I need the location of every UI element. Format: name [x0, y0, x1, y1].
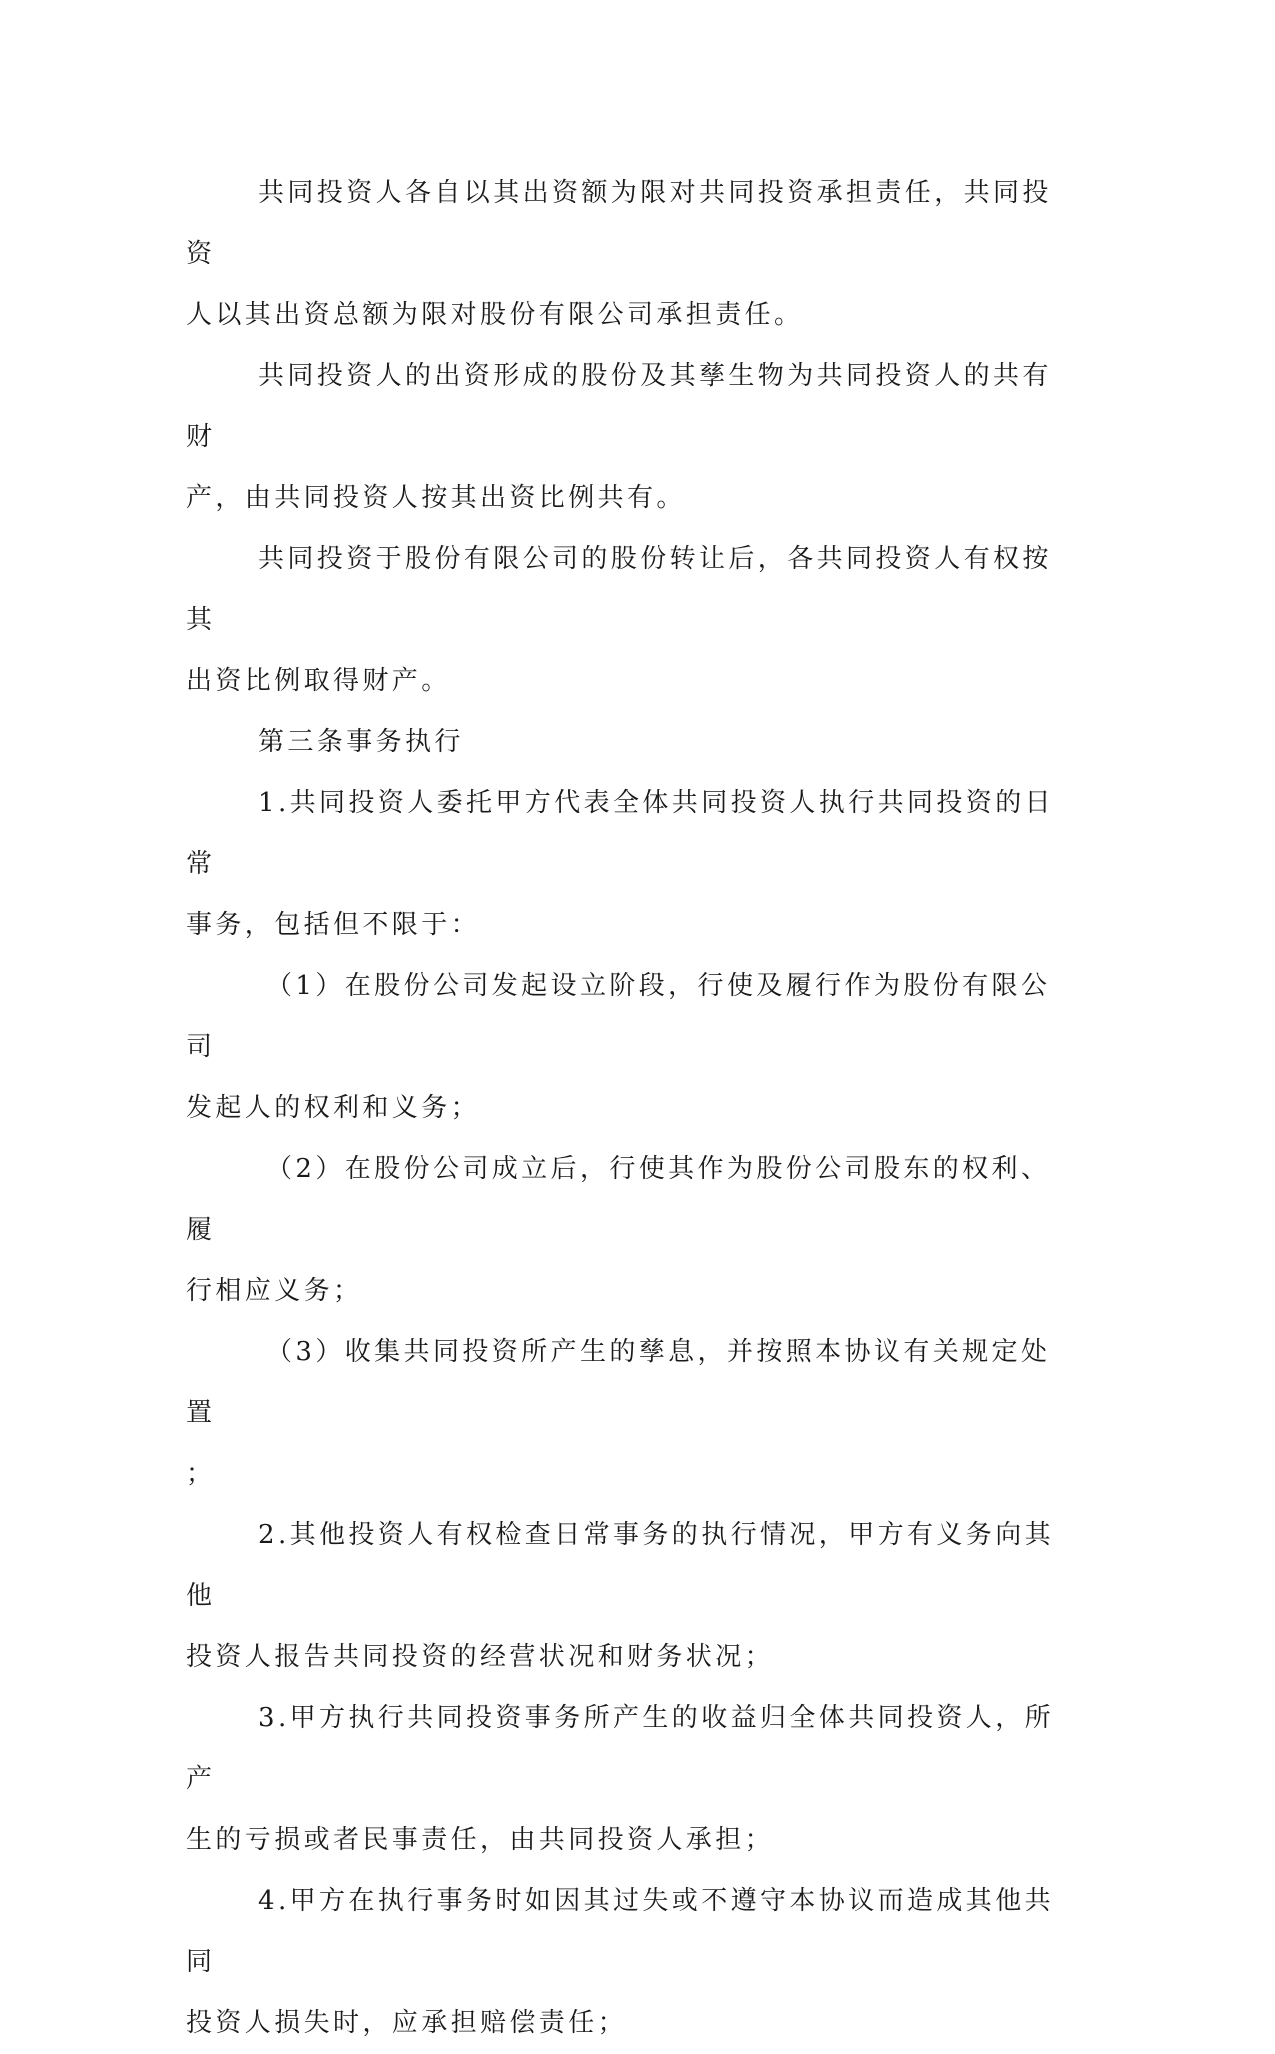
section-heading: 第三条事务执行	[258, 727, 464, 757]
sub-item-3-first-line: （3）收集共同投资所产生的孳息，并按照本协议有关规定处置	[186, 1337, 1051, 1428]
clause-3-first-line: 3.甲方执行共同投资事务所产生的收益归全体共同投资人，所产	[186, 1703, 1055, 1794]
paragraph-3-second-line: 出资比例取得财产。	[186, 666, 451, 696]
paragraph-2-second-line: 产，由共同投资人按其出资比例共有。	[186, 483, 686, 513]
clause-3-second-line: 生的亏损或者民事责任，由共同投资人承担；	[186, 1825, 775, 1855]
clause-1-second-line: 事务，包括但不限于：	[186, 910, 481, 940]
paragraph-1-first-line: 共同投资人各自以其出资额为限对共同投资承担责任，共同投资	[186, 178, 1052, 269]
clause-4-second-line: 投资人损失时，应承担赔偿责任；	[186, 2008, 628, 2038]
sub-item-1-second-line: 发起人的权利和义务；	[186, 1093, 481, 1123]
sub-item-2-first-line: （2）在股份公司成立后，行使其作为股份公司股东的权利、履	[186, 1154, 1051, 1245]
sub-item-2-second-line: 行相应义务；	[186, 1276, 363, 1306]
clause-1-first-line: 1.共同投资人委托甲方代表全体共同投资人执行共同投资的日常	[186, 788, 1055, 879]
paragraph-1-second-line: 人以其出资总额为限对股份有限公司承担责任。	[186, 300, 804, 330]
clause-2-second-line: 投资人报告共同投资的经营状况和财务状况；	[186, 1642, 775, 1672]
paragraph-2-first-line: 共同投资人的出资形成的股份及其孳生物为共同投资人的共有财	[186, 361, 1052, 452]
sub-item-1-first-line: （1）在股份公司发起设立阶段，行使及履行作为股份有限公司	[186, 971, 1051, 1062]
clause-2-first-line: 2.其他投资人有权检查日常事务的执行情况，甲方有义务向其他	[186, 1520, 1055, 1611]
sub-item-3-second-line: ；	[186, 1459, 216, 1489]
clause-4-first-line: 4.甲方在执行事务时如因其过失或不遵守本协议而造成其他共同	[186, 1886, 1055, 1977]
document-body	[186, 163, 1078, 2054]
paragraph-3-first-line: 共同投资于股份有限公司的股份转让后，各共同投资人有权按其	[186, 544, 1052, 635]
